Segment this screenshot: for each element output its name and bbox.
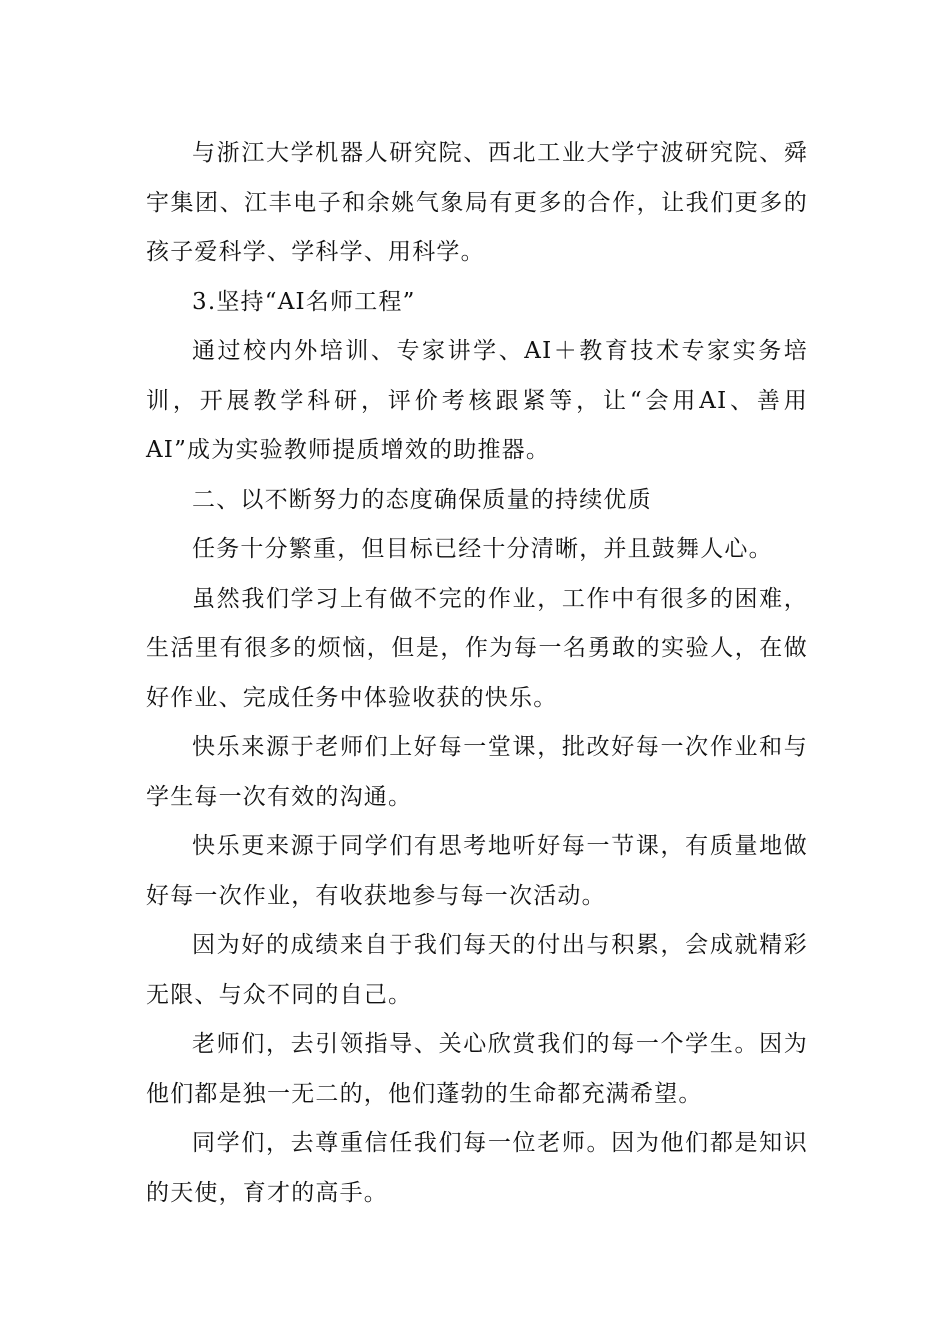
paragraph-cooperation: 与浙江大学机器人研究院、西北工业大学宁波研究院、舜宇集团、江丰电子和余姚气象局有更多的合作，让我们更多的孩子爱科学、学科学、用科学。 — [146, 140, 808, 265]
paragraph-joy-teachers: 快乐来源于老师们上好每一堂课，批改好每一次作业和与学生每一次有效的沟通。 — [146, 734, 808, 810]
paragraph-training: 通过校内外培训、专家讲学、AI＋教育技术专家实务培训，开展教学科研，评价考核跟紧等，让“会用AI、善用AI”成为实验教师提质增效的助推器。 — [146, 338, 808, 463]
heading-section-two: 二、以不断努力的态度确保质量的持续优质 — [192, 486, 652, 513]
paragraph-results: 因为好的成绩来自于我们每天的付出与积累，会成就精彩无限、与众不同的自己。 — [146, 932, 808, 1008]
document-body — [146, 129, 808, 1218]
paragraph-students: 同学们，去尊重信任我们每一位老师。因为他们都是知识的天使，育才的高手。 — [146, 1130, 808, 1206]
paragraph-joy-students: 快乐更来源于同学们有思考地听好每一节课，有质量地做好每一次作业，有收获地参与每一次活动。 — [146, 833, 808, 909]
heading-ai-teacher-project: 3.坚持“AI名师工程” — [192, 288, 416, 315]
paragraph-task: 任务十分繁重，但目标已经十分清晰，并且鼓舞人心。 — [192, 536, 773, 562]
paragraph-although: 虽然我们学习上有做不完的作业，工作中有很多的困难，生活里有很多的烦恼，但是，作为每一名勇敢的实验人，在做好作业、完成任务中体验收获的快乐。 — [146, 585, 808, 711]
paragraph-teachers: 老师们，去引领指导、关心欣赏我们的每一个学生。因为他们都是独一无二的，他们蓬勃的生命都充满希望。 — [146, 1031, 808, 1107]
